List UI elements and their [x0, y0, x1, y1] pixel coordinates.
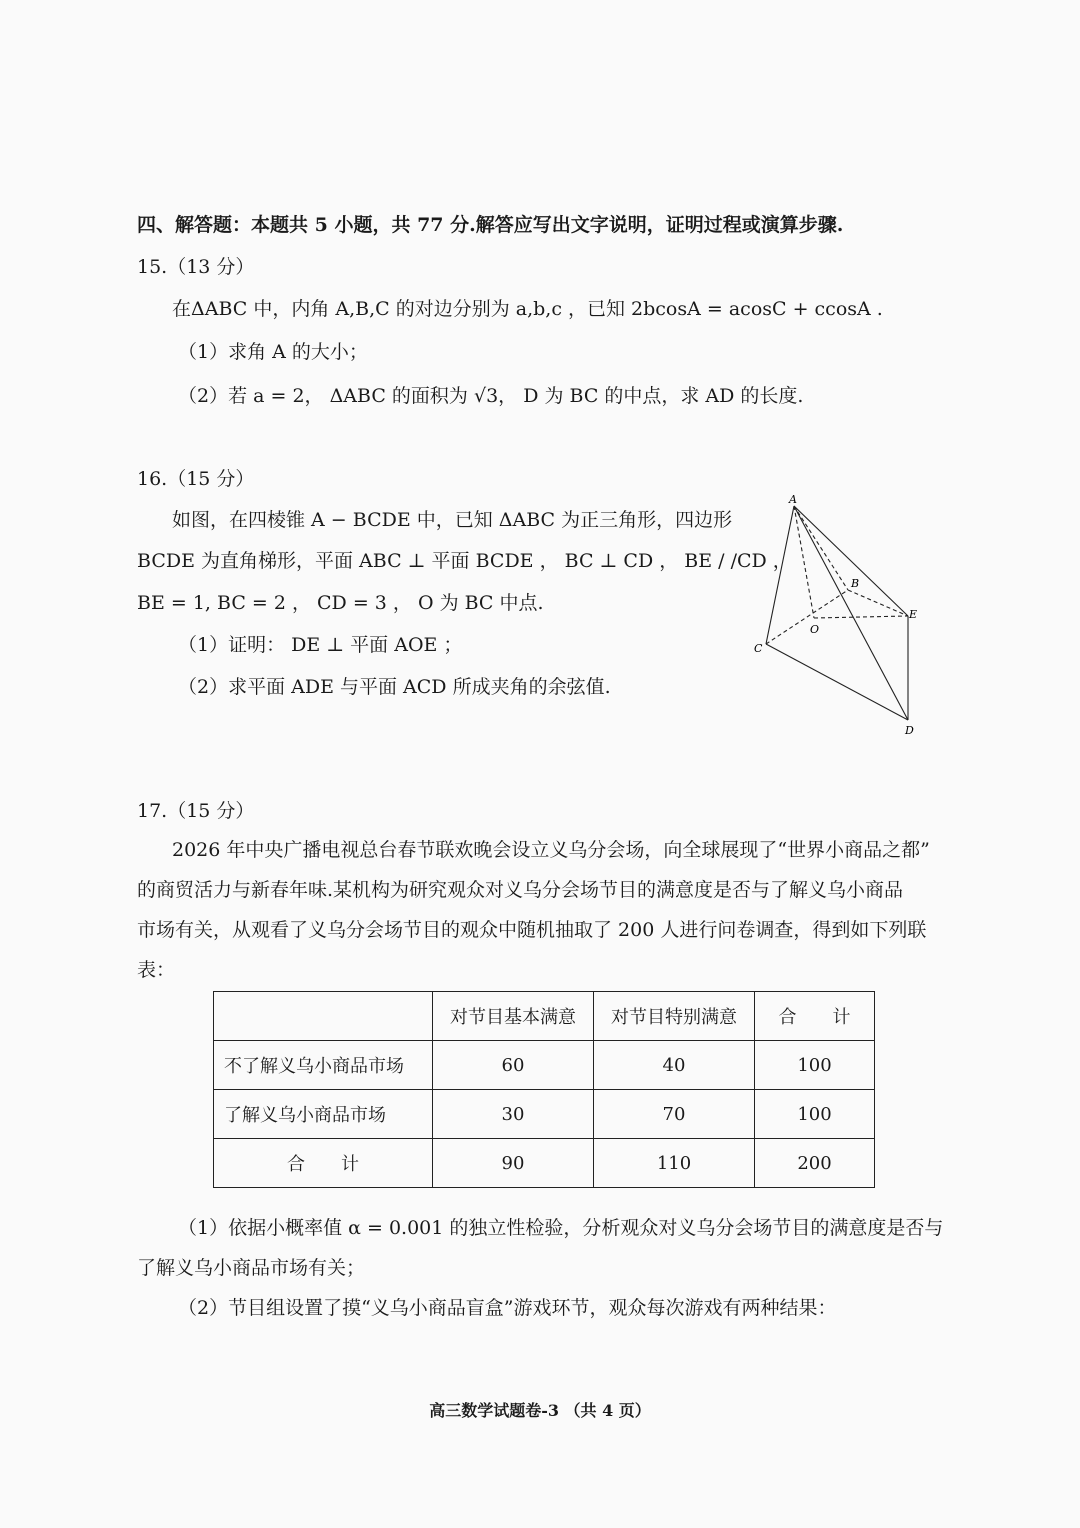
q17-part1-line2: 了解义乌小商品市场有关； [137, 1257, 366, 1279]
label-C: C [754, 642, 763, 655]
pyramid-figure [748, 492, 938, 742]
table-header-cell: 对节目基本满意 [433, 992, 594, 1041]
table-header-cell: 对节目特别满意 [594, 992, 755, 1041]
table-header-row [214, 992, 875, 1041]
q16-stem-line3: BE = 1, BC = 2 ， CD = 3 ， O 为 BC 中点. [137, 592, 544, 614]
q17-part1-line1: （1）依据小概率值 α = 0.001 的独立性检验，分析观众对义乌分会场节目的满意度是否与 [178, 1217, 944, 1239]
table-row-label: 合 计 [214, 1139, 433, 1188]
label-D: D [905, 724, 914, 737]
q17-stem-line1: 2026 年中央广播电视总台春节联欢晚会设立义乌分会场，向全球展现了“世界小商品之都” [172, 839, 930, 861]
table-row-label: 了解义乌小商品市场 [214, 1090, 433, 1139]
q15-stem: 在ΔABC 中，内角 A,B,C 的对边分别为 a,b,c ，已知 2bcosA = acosC + ccosA . [172, 298, 883, 320]
q17-stem-line2: 的商贸活力与新春年味.某机构为研究观众对义乌分会场节目的满意度是否与了解义乌小商品 [137, 879, 904, 901]
q17-stem-line4: 表： [137, 959, 176, 981]
q16-part2: （2）求平面 ADE 与平面 ACD 所成夹角的余弦值. [178, 676, 611, 698]
table-row [214, 1090, 875, 1139]
table-cell: 60 [433, 1041, 594, 1090]
contingency-table [213, 991, 875, 1188]
section-heading: 四、解答题：本题共 5 小题，共 77 分.解答应写出文字说明，证明过程或演算步骤. [137, 214, 844, 236]
q16-part1: （1）证明： DE ⊥ 平面 AOE ； [178, 634, 463, 656]
q16-stem-line1: 如图，在四棱锥 A − BCDE 中，已知 ΔABC 为正三角形，四边形 [172, 509, 733, 531]
table-cell: 70 [594, 1090, 755, 1139]
q17-header: 17.（15 分） [137, 800, 255, 822]
table-cell: 100 [755, 1090, 875, 1139]
table-cell: 40 [594, 1041, 755, 1090]
q17-stem-line3: 市场有关，从观看了义乌分会场节目的观众中随机抽取了 200 人进行问卷调查，得到如下列联 [137, 919, 927, 941]
q15-header: 15.（13 分） [137, 256, 255, 278]
table-row-label: 不了解义乌小商品市场 [214, 1041, 433, 1090]
label-B: B [851, 577, 860, 590]
table-cell: 30 [433, 1090, 594, 1139]
q16-header: 16.（15 分） [137, 468, 255, 490]
q15-part2: （2）若 a = 2， ΔABC 的面积为 √3， D 为 BC 的中点，求 AD 的长度. [178, 385, 804, 407]
table-row [214, 1041, 875, 1090]
table-row [214, 1139, 875, 1188]
label-O: O [810, 623, 820, 636]
q16-stem-line2: BCDE 为直角梯形，平面 ABC ⊥ 平面 BCDE ， BC ⊥ CD ， BE / /CD ， [137, 550, 792, 572]
page-footer: 高三数学试题卷-3 （共 4 页） [429, 1401, 651, 1420]
label-E: E [909, 608, 918, 621]
q15-part1: （1）求角 A 的大小； [178, 341, 368, 363]
q17-part2: （2）节目组设置了摸“义乌小商品盲盒”游戏环节，观众每次游戏有两种结果： [178, 1297, 837, 1319]
table-cell: 200 [755, 1139, 875, 1188]
table-header-cell [214, 992, 433, 1041]
table-cell: 90 [433, 1139, 594, 1188]
table-cell: 100 [755, 1041, 875, 1090]
table-cell: 110 [594, 1139, 755, 1188]
table-header-cell: 合 计 [755, 992, 875, 1041]
label-A: A [789, 493, 797, 506]
